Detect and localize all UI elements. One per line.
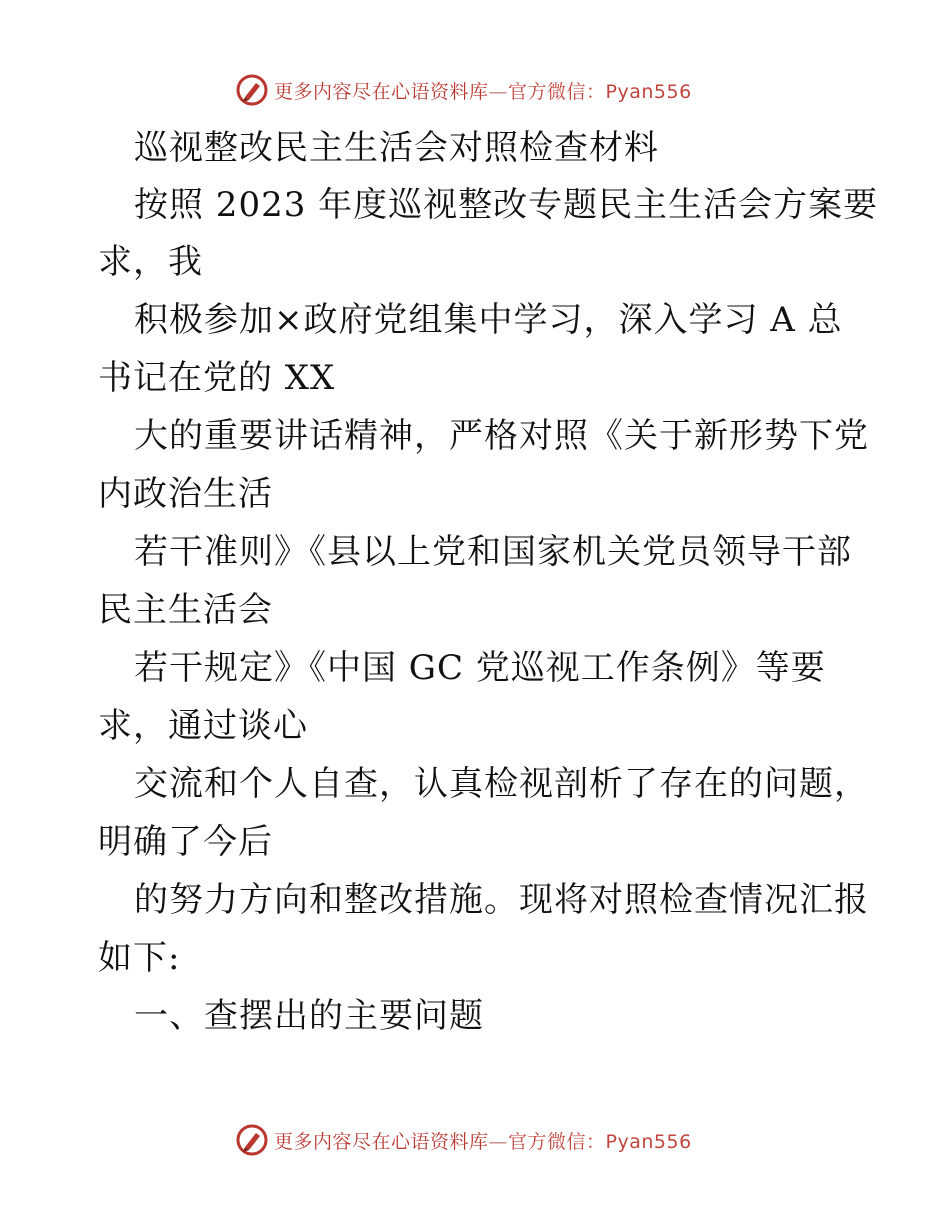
header-banner	[236, 72, 692, 108]
footer-banner-title: 更多内容尽在心语资料库	[274, 1130, 489, 1153]
paragraph-line: 求，通过谈心	[98, 706, 308, 746]
paragraph-line: 民主生活会	[98, 590, 273, 630]
footer-banner	[236, 1122, 692, 1158]
footer-banner-wechat: 官方微信：Pyan556	[508, 1130, 692, 1153]
footer-banner-text	[274, 1127, 692, 1154]
pen-logo-icon	[236, 1124, 268, 1156]
document-title: 巡视整改民主生活会对照检查材料	[134, 128, 659, 168]
pen-logo-icon	[236, 74, 268, 106]
paragraph-line: 按照 2023 年度巡视整改专题民主生活会方案要	[134, 185, 879, 225]
paragraph-line: 明确了今后	[98, 822, 273, 862]
paragraph-line: 如下:	[98, 938, 181, 978]
header-banner-wechat: 官方微信：Pyan556	[508, 80, 692, 103]
paragraph-line: 交流和个人自查，认真检视剖析了存在的问题，	[134, 764, 869, 804]
paragraph-line: 大的重要讲话精神，严格对照《关于新形势下党	[134, 416, 869, 456]
footer-banner-dash: —	[488, 1130, 509, 1153]
header-banner-dash: —	[488, 80, 509, 103]
header-banner-text	[274, 77, 692, 104]
header-banner-title: 更多内容尽在心语资料库	[274, 80, 489, 103]
paragraph-line: 内政治生活	[98, 474, 273, 514]
paragraph-line: 积极参加×政府党组集中学习，深入学习 A 总	[134, 300, 843, 340]
paragraph-line: 求，我	[98, 242, 203, 282]
paragraph-line: 若干规定》《中国 GC 党巡视工作条例》等要	[134, 648, 826, 688]
section-heading: 一、查摆出的主要问题	[134, 996, 484, 1036]
paragraph-line: 书记在党的 XX	[98, 358, 336, 398]
paragraph-line: 若干准则》《县以上党和国家机关党员领导干部	[134, 532, 852, 572]
paragraph-line: 的努力方向和整改措施。现将对照检查情况汇报	[134, 880, 869, 920]
